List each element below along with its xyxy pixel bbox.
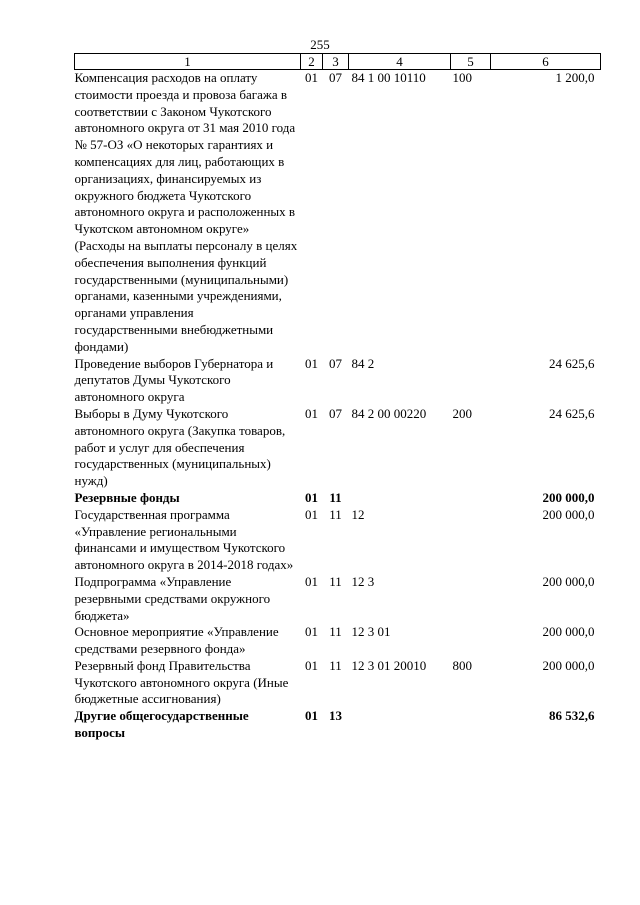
row-name: Государственная программа «Управление региональными финансами и имуществом Чукотского автономного округа в 2014-2018 годах» — [74, 506, 294, 573]
row-expense-type — [451, 624, 491, 658]
row-expense-type — [451, 708, 491, 742]
budget-table — [74, 53, 601, 742]
row-amount: 24 625,6 — [549, 405, 595, 421]
table-row — [75, 70, 601, 356]
row-target-article: 84 1 00 10110 — [351, 70, 426, 85]
row-target-article — [349, 708, 451, 742]
column-header-target: 4 — [349, 54, 451, 70]
row-target-article: 12 3 01 20010 — [351, 657, 427, 673]
row-target-article — [349, 490, 451, 507]
row-expense-type: 100 — [452, 70, 472, 85]
row-subsection: 07 — [329, 405, 342, 421]
column-header-amount: 6 — [491, 54, 601, 70]
column-header-expense-type: 5 — [451, 54, 491, 70]
row-name: Основное мероприятие «Управление средствами резервного фонда» — [74, 624, 279, 657]
row-target-article: 84 2 00 00220 — [351, 405, 427, 421]
row-section: 01 — [305, 506, 318, 522]
row-amount: 200 000,0 — [542, 657, 595, 673]
row-name: Проведение выборов Губернатора и депутатов Думы Чукотского автономного округа — [74, 355, 274, 405]
row-name: Резервные фонды — [74, 489, 180, 505]
row-expense-type — [451, 356, 491, 406]
row-amount: 86 532,6 — [549, 708, 595, 724]
row-name: Выборы в Думу Чукотского автономного округа (Закупка товаров, работ и услуг для обеспечения государственных (муниципальных) нужд) — [74, 405, 286, 489]
row-amount: 200 000,0 — [542, 489, 595, 505]
table-row — [75, 624, 601, 658]
row-subsection: 07 — [329, 355, 342, 371]
column-header-section: 2 — [301, 54, 323, 70]
row-subsection: 11 — [329, 624, 342, 640]
row-expense-type — [451, 490, 491, 507]
table-row — [75, 708, 601, 742]
table-header-row — [75, 54, 601, 70]
table-row — [75, 574, 601, 624]
table-row — [75, 658, 601, 708]
row-name: Компенсация расходов на оплату стоимости проезда и провоза багажа в соответствии с Законом Чукотского автономного округа от 31 мая 2010 года № 57-ОЗ «О некоторых гарантиях и компенсациях для лиц, работающих в организациях, финансируемых из окружного бюджета Чукотского автономного округа и расположенных в Чукотском автономном округе» (Расходы на выплаты персоналу в целях обеспечения выполнения функций государственными (муниципальными) органами, казенными учреждениями, органами управления государственными внебюджетными фондами) — [74, 70, 298, 354]
row-target-article: 12 3 01 — [351, 624, 391, 640]
row-target-article: 12 — [351, 506, 365, 522]
row-subsection: 11 — [329, 489, 342, 505]
table-row — [75, 356, 601, 406]
row-section: 01 — [305, 708, 318, 724]
row-subsection: 11 — [329, 573, 342, 589]
row-amount: 1 200,0 — [555, 70, 595, 85]
row-name: Резервный фонд Правительства Чукотского автономного округа (Иные бюджетные ассигнования) — [74, 657, 289, 707]
row-amount: 24 625,6 — [549, 355, 595, 371]
row-subsection: 11 — [329, 506, 342, 522]
row-subsection: 07 — [329, 70, 342, 85]
row-expense-type: 800 — [452, 657, 472, 673]
page-number: 255 — [310, 37, 330, 52]
row-target-article: 84 2 — [351, 355, 375, 371]
row-section: 01 — [305, 624, 318, 640]
table-row — [75, 490, 601, 507]
column-header-subsection: 3 — [323, 54, 349, 70]
row-section: 01 — [305, 573, 318, 589]
row-section: 01 — [305, 657, 318, 673]
row-subsection: 13 — [329, 708, 342, 724]
row-section: 01 — [305, 405, 318, 421]
row-section: 01 — [305, 489, 318, 505]
row-target-article: 12 3 — [351, 573, 375, 589]
row-expense-type — [451, 507, 491, 574]
table-row — [75, 507, 601, 574]
row-section: 01 — [305, 355, 318, 371]
row-name: Другие общегосударственные вопросы — [74, 708, 249, 741]
row-expense-type — [451, 574, 491, 624]
column-header-name: 1 — [75, 54, 301, 70]
table-row — [75, 406, 601, 490]
row-expense-type: 200 — [452, 405, 472, 421]
row-name: Подпрограмма «Управление резервными средствами окружного бюджета» — [74, 573, 271, 623]
row-amount: 200 000,0 — [542, 573, 595, 589]
row-subsection: 11 — [329, 657, 342, 673]
row-amount: 200 000,0 — [542, 506, 595, 522]
row-amount: 200 000,0 — [542, 624, 595, 640]
row-section: 01 — [305, 70, 318, 85]
